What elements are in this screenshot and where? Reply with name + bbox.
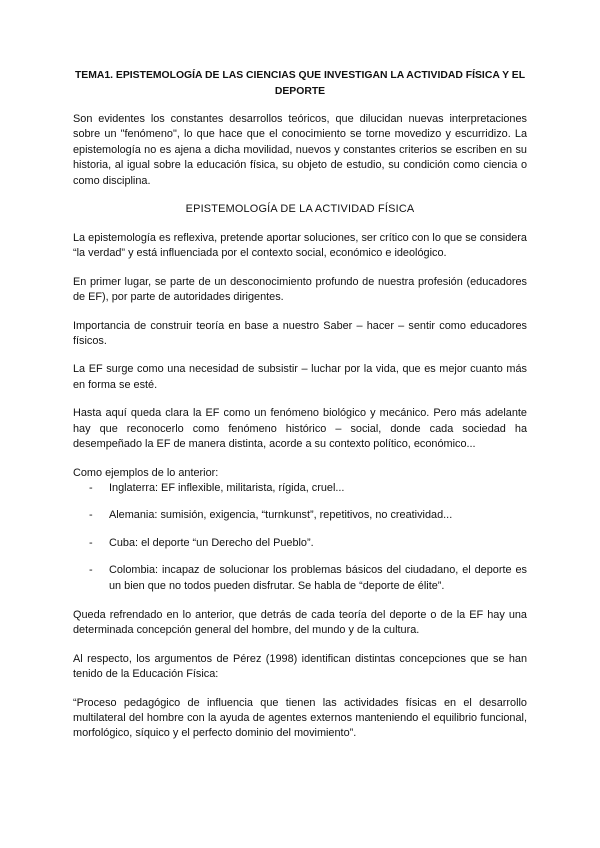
list-item-text: Cuba: el deporte “un Derecho del Pueblo”.	[109, 536, 314, 549]
paragraph: Importancia de construir teoría en base a nuestro Saber – hacer – sentir como educadores físicos.	[73, 319, 527, 348]
list-item-text: Inglaterra: EF inflexible, militarista, rígida, cruel...	[109, 481, 345, 494]
closing-paragraph: Queda refrendado en lo anterior, que detrás de cada teoría del deporte o de la EF hay una determinada concepción general del hombre, del mundo y de la cultura.	[73, 608, 527, 637]
examples-list	[73, 481, 527, 594]
bullet-marker: -	[89, 536, 93, 549]
list-item	[73, 536, 527, 551]
list-item	[73, 508, 527, 523]
paragraph: La epistemología es reflexiva, pretende aportar soluciones, ser crítico con lo que se considera “la verdad” y está influenciada por el contexto social, económico e ideológico.	[73, 232, 527, 260]
list-item	[73, 563, 527, 594]
section-subtitle: EPISTEMOLOGÍA DE LA ACTIVIDAD FÍSICA	[185, 203, 415, 216]
list-item-text: Colombia: incapaz de solucionar los problemas básicos del ciudadano, el deporte es un bien que no todos pueden disfrutar. Se habla de “deporte de élite”.	[109, 564, 527, 592]
examples-intro: Como ejemplos de lo anterior:	[73, 466, 219, 479]
paragraph: La EF surge como una necesidad de subsistir – luchar por la vida, que es mejor cuanto más en forma se esté.	[73, 363, 527, 391]
bullet-marker: -	[89, 509, 93, 522]
document-title: TEMA1. EPISTEMOLOGÍA DE LAS CIENCIAS QUE INVESTIGAN LA ACTIVIDAD FÍSICA Y EL DEPORTE	[74, 70, 526, 97]
paragraph: Hasta aquí queda clara la EF como un fenómeno biológico y mecánico. Pero más adelante hay que reconocerlo como fenómeno histórico – social, donde cada sociedad ha desempeñado la EF de manera distinta, acorde a su contexto político, económico...	[73, 407, 527, 451]
intro-paragraph: Son evidentes los constantes desarrollos teóricos, que dilucidan nuevas interpretaciones sobre un "fenómeno", lo que hace que el conocimiento se torne movedizo y escurridizo. La epistemología no es ajena a dicha movilidad, nuevos y constantes criterios se escriben en su historia, al igual sobre la educación física, su objeto de estudio, su condición como ciencia o como disciplina.	[73, 113, 527, 187]
closing-paragraph: Al respecto, los argumentos de Pérez (1998) identifican distintas concepciones que se han tenido de la Educación Física:	[73, 652, 527, 681]
list-item	[73, 481, 527, 496]
paragraph: En primer lugar, se parte de un desconocimiento profundo de nuestra profesión (educadores de EF), por parte de autoridades dirigentes.	[73, 275, 527, 304]
bullet-marker: -	[89, 481, 93, 494]
bullet-marker: -	[89, 564, 93, 577]
list-item-text: Alemania: sumisión, exigencia, “turnkunst”, repetitivos, no creatividad...	[109, 509, 453, 522]
quote-paragraph: “Proceso pedagógico de influencia que tienen las actividades físicas en el desarrollo multilateral del hombre con la ayuda de agentes externos manteniendo el equilibrio funcional, morfológico, síquico y el perfecto dominio del movimiento”.	[73, 696, 527, 740]
